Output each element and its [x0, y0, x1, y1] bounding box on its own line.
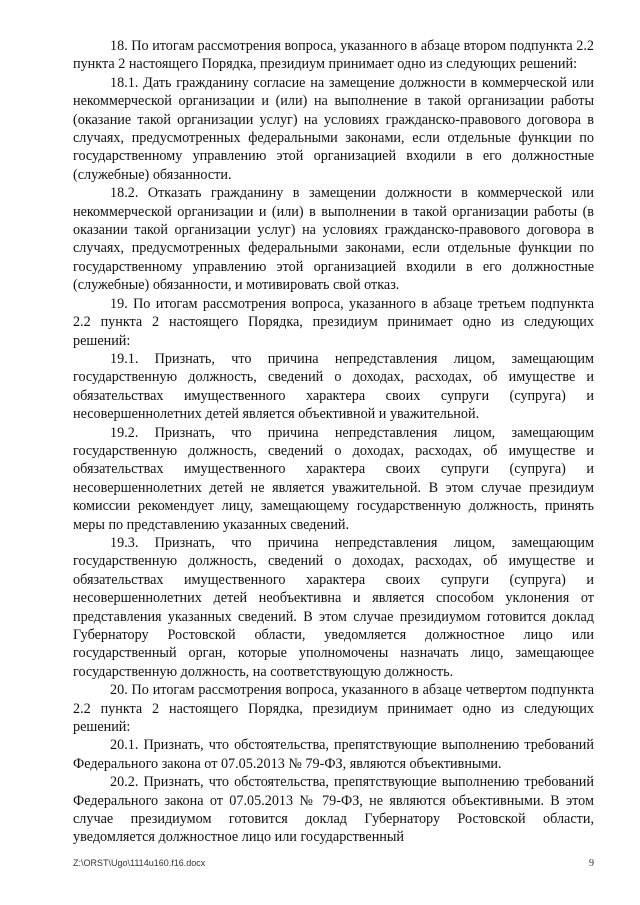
paragraph-18-1: 18.1. Дать гражданину согласие на замещение должности в коммерческой или некоммерческой организации и (или) на выполнение в такой организации работы (оказание такой организации услуг) на условиях гражданско-правового договора в случаях, предусмотренных федеральными законами, если отдельные функции по государственному управлению этой организацией входили в его должностные (служебные) обязанности.: [73, 74, 594, 183]
paragraph-20-2: 20.2. Признать, что обстоятельства, препятствующие выполнению требований Федерального закона от 07.05.2013 № 79-ФЗ, не являются объективными. В этом случае президиумом готовится доклад Губернатору Ростовской области, уведомляется должностное лицо или государственный: [73, 774, 594, 846]
page-number: 9: [589, 858, 594, 869]
document-body: [73, 37, 594, 847]
paragraph-19-1: 19.1. Признать, что причина непредставления лицом, замещающим государственную должность, сведений о доходах, расходах, об имуществе и обязательствах имущественного характера своих супруги (супруга) и несовершеннолетних детей является объективной и уважительной.: [73, 350, 594, 423]
paragraph-20: 20. По итогам рассмотрения вопроса, указанного в абзаце четвертом подпункта 2.2 пункта 2 настоящего Порядка, президиум принимает одно из следующих решений:: [73, 682, 594, 736]
paragraph-20-1: 20.1. Признать, что обстоятельства, препятствующие выполнению требований Федерального закона от 07.05.2013 № 79-ФЗ, являются объективными.: [73, 737, 594, 772]
paragraph-18: 18. По итогам рассмотрения вопроса, указанного в абзаце втором подпункта 2.2 пункта 2 настоящего Порядка, президиум принимает одно из следующих решений:: [73, 38, 594, 73]
paragraph-18-2: 18.2. Отказать гражданину в замещении должности в коммерческой или некоммерческой организации и (или) в выполнении в такой организации работы (в оказании такой организации услуг) на условиях гражданско-правового договора в случаях, предусмотренных федеральными законами, если отдельные функции по государственному управлению этой организацией входили в его должностные (служебные) обязанности, и мотивировать свой отказ.: [73, 185, 594, 294]
paragraph-19-2: 19.2. Признать, что причина непредставления лицом, замещающим государственную должность, сведений о доходах, расходах, об имуществе и обязательствах имущественного характера своих супруги (супруга) и несовершеннолетних детей не является уважительной. В этом случае президиум комиссии рекомендует лицу, замещающему государственную должность, принять меры по представлению указанных сведений.: [73, 424, 594, 533]
paragraph-19-3: 19.3. Признать, что причина непредставления лицом, замещающим государственную должность, сведений о доходах, расходах, об имуществе и обязательствах имущественного характера своих супруги (супруга) и несовершеннолетних детей необъективна и является способом уклонения от представления указанных сведений. В этом случае президиумом готовится доклад Губернатору Ростовской области, уведомляется должностное лицо или государственный орган, которые уполномочены назначать лицо, замещающее государственную должность, на соответствующую должность.: [73, 534, 594, 680]
paragraph-19: 19. По итогам рассмотрения вопроса, указанного в абзаце третьем подпункта 2.2 пункта 2 настоящего Порядка, президиум принимает одно из следующих решений:: [73, 295, 594, 349]
file-path: Z:\ORST\Ugo\1114u160.f16.docx: [73, 858, 206, 868]
